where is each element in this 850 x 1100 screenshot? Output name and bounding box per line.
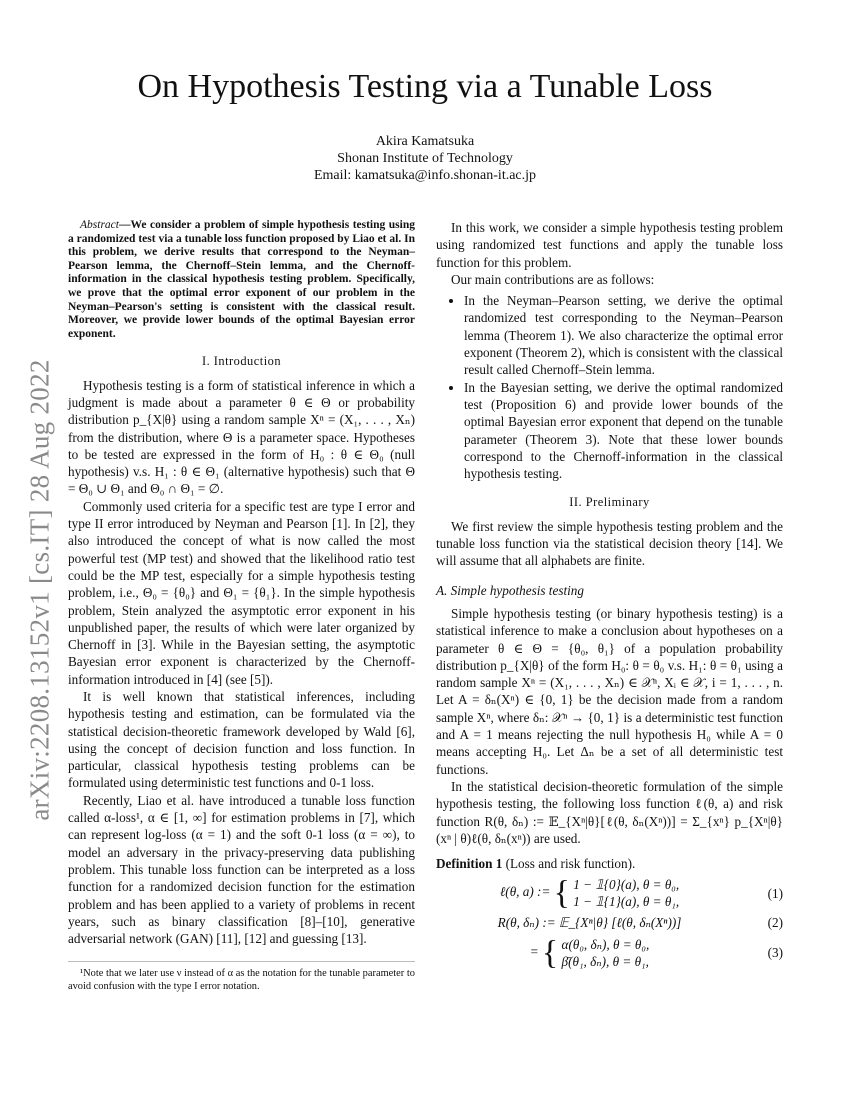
equation-lhs: ℓ(θ, a) := — [499, 884, 551, 900]
equation-cases — [562, 936, 650, 970]
paragraph: Simple hypothesis testing (or binary hypothesis testing) is a statistical inference to make a conclusion about hypotheses on a parameter θ ∈ Θ = {θ₀, θ₁} of a population probability distribution p_{X|θ} of the form H₀: θ = θ₀ v.s. H₁: θ = θ₁ using a random sample Xⁿ = (X₁, . . . , Xₙ) ∈ 𝒳ⁿ, Xᵢ ∈ 𝒳, i = 1, . . . , n. Let A = δₙ(Xⁿ) ∈ {0, 1} be the decision made from a random sample Xⁿ, where δₙ: 𝒳ⁿ → {0, 1} is a deterministic test function and A = 1 means rejecting the null hypothesis H₀ while A = 0 means accepting H₀. Let Δₙ be a set of all deterministic test functions. — [436, 605, 783, 777]
equation-2 — [436, 914, 783, 931]
equation-lhs: = — [529, 943, 539, 959]
equation-number: (3) — [767, 945, 783, 961]
equation-number: (2) — [767, 915, 783, 931]
paragraph: We first review the simple hypothesis testing problem and the tunable loss function via the statistical decision theory [14]. We will assume that all alphabets are finite. — [436, 518, 783, 569]
equation-number: (1) — [767, 885, 783, 901]
definition-label: Definition 1 — [436, 856, 503, 872]
author-block — [0, 133, 850, 184]
equation-body: R(θ, δₙ) := 𝔼_{Xⁿ|θ} [ℓ(θ, δₙ(Xⁿ))] — [497, 915, 682, 931]
equation-case: 1 − 𝟙{0}(a), θ = θ₀, — [573, 877, 680, 893]
paragraph: It is well known that statistical inferences, including hypothesis testing and estimation, can be formulated via the statistical decision-theoretic framework developed by Wald [6], using the concept of decision function and loss function. In particular, classical hypothesis testing problems can be formulated using deterministic test functions and 0-1 loss. — [68, 688, 415, 791]
paper-title: On Hypothesis Testing via a Tunable Loss — [137, 68, 713, 105]
section-heading-prelim: II. Preliminary — [569, 495, 650, 510]
equation-cases — [573, 876, 679, 910]
definition-name: (Loss and risk function). — [505, 856, 636, 872]
arxiv-stamp-text: arXiv:2208.13152v1 [cs.IT] 28 Aug 2022 — [24, 359, 55, 821]
footnote: ¹Note that we later use ν instead of α as the notation for the tunable parameter to avoid confusion with the type I error notation. — [68, 961, 415, 992]
abstract-text: —We consider a problem of simple hypothesis testing using a randomized test via a tunable loss function proposed by Liao et al. In this problem, we derive results that correspond to the Neyman–Pearson lemma, the Chernoff–Stein lemma, and the Chernoff-information in the classical hypothesis testing problem. Specifically, we prove that the optimal error exponent of our problem in the Neyman–Pearson's setting is consistent with the classical result. Moreover, we provide lower bounds of the optimal Bayesian error exponent. — [68, 219, 415, 340]
paragraph: Commonly used criteria for a specific test are type I error and type II error introduced by Neyman and Pearson [1]. In [2], they also introduced the concept of what is now called the most powerful test (MP test) and showed that the likelihood ratio test could be the MP test, especially for a simple hypothesis testing problem, i.e., Θ₀ = {θ₀} and Θ₁ = {θ₁}. In the simple hypothesis problem, Stein analyzed the asymptotic error exponent in his unpublished paper, the results of which were later organized by Chernoff in [3]. While in the Bayesian setting, the asymptotic Bayesian error exponent is characterized by the Chernoff-information introduced in [4] (see [5]). — [68, 498, 415, 687]
paragraph: Hypothesis testing is a form of statistical inference in which a judgment is made about a parameter θ ∈ Θ or probability distribution p_{X|θ} using a random sample Xⁿ = (X₁, . . . , Xₙ) from the distribution, where Θ is a parameter space. Hypotheses to be tested are expressed in the form of H₀ : θ ∈ Θ₀ (null hypothesis) v.s. H₁ : θ ∈ Θ₁ (alternative hypothesis) such that Θ = Θ₀ ∪ Θ₁ and Θ₀ ∩ Θ₁ = ∅. — [68, 377, 415, 497]
equation-case: β̄(θ₁, δₙ), θ = θ₁, — [561, 953, 649, 969]
contributions-list — [436, 292, 783, 482]
author-email: Email: kamatsuka@info.shonan-it.ac.jp — [313, 168, 537, 183]
equation-case: α(θ₀, δₙ), θ = θ₀, — [561, 936, 650, 952]
abstract — [68, 219, 415, 341]
left-column — [68, 219, 415, 993]
author-affiliation: Shonan Institute of Technology — [337, 151, 513, 166]
equation-case: 1 − 𝟙{1}(a), θ = θ₁, — [573, 894, 680, 910]
definition — [436, 855, 783, 872]
paragraph: Recently, Liao et al. have introduced a tunable loss function called α-loss¹, α ∈ [1, ∞] for estimation problems in [7], which can represent log-loss (α = 1) and the soft 0-1 loss (α = ∞), to model an adversary in the privacy-preserving data publishing problem. This tunable loss function can be interpreted as a loss function for a randomized decision function for the estimation problem and has been applied to a variety of problems in recent years, such as binary classification [8]–[10], generative adversarial network (GAN) [11], [12] and guessing [13]. — [68, 792, 415, 947]
subsection-heading: A. Simple hypothesis testing — [436, 582, 584, 598]
equation-1 — [436, 876, 783, 910]
right-column — [436, 219, 783, 974]
paragraph: In the statistical decision-theoretic formulation of the simple hypothesis testing, the following loss function ℓ(θ, a) and risk function R(θ, δₙ) := 𝔼_{Xⁿ|θ}[ℓ(θ, δₙ(Xⁿ))] = Σ_{xⁿ} p_{Xⁿ|θ}(xⁿ | θ)ℓ(θ, δₙ(xⁿ)) are used. — [436, 778, 783, 846]
arxiv-stamp — [14, 359, 66, 821]
brace-symbol: { — [541, 934, 559, 972]
author-name: Akira Kamatsuka — [375, 134, 475, 149]
equation-3 — [436, 936, 783, 970]
paragraph: In this work, we consider a simple hypothesis testing problem using randomized test functions and apply the tunable loss function for this problem. — [436, 220, 783, 270]
list-item: • In the Bayesian setting, we derive the optimal randomized test (Proposition 6) and provide lower bounds of the optimal Bayesian error exponent that depend on the tunable parameter (Theorem 3). Note that these lower bounds correspond to the Chernoff-information in the classical hypothesis testing. — [464, 379, 783, 483]
section-heading-intro: I. Introduction — [201, 354, 282, 369]
brace-symbol: { — [553, 874, 570, 912]
contributions-lead: Our main contributions are as follows: — [451, 271, 655, 287]
abstract-label: Abstract — [80, 219, 119, 231]
list-item: • In the Neyman–Pearson setting, we derive the optimal randomized test corresponding to the Neyman–Pearson lemma (Theorem 1). We also characterize the optimal error exponent (Theorem 2), which is consistent with the classical result called Chernoff–Stein lemma. — [464, 292, 783, 378]
